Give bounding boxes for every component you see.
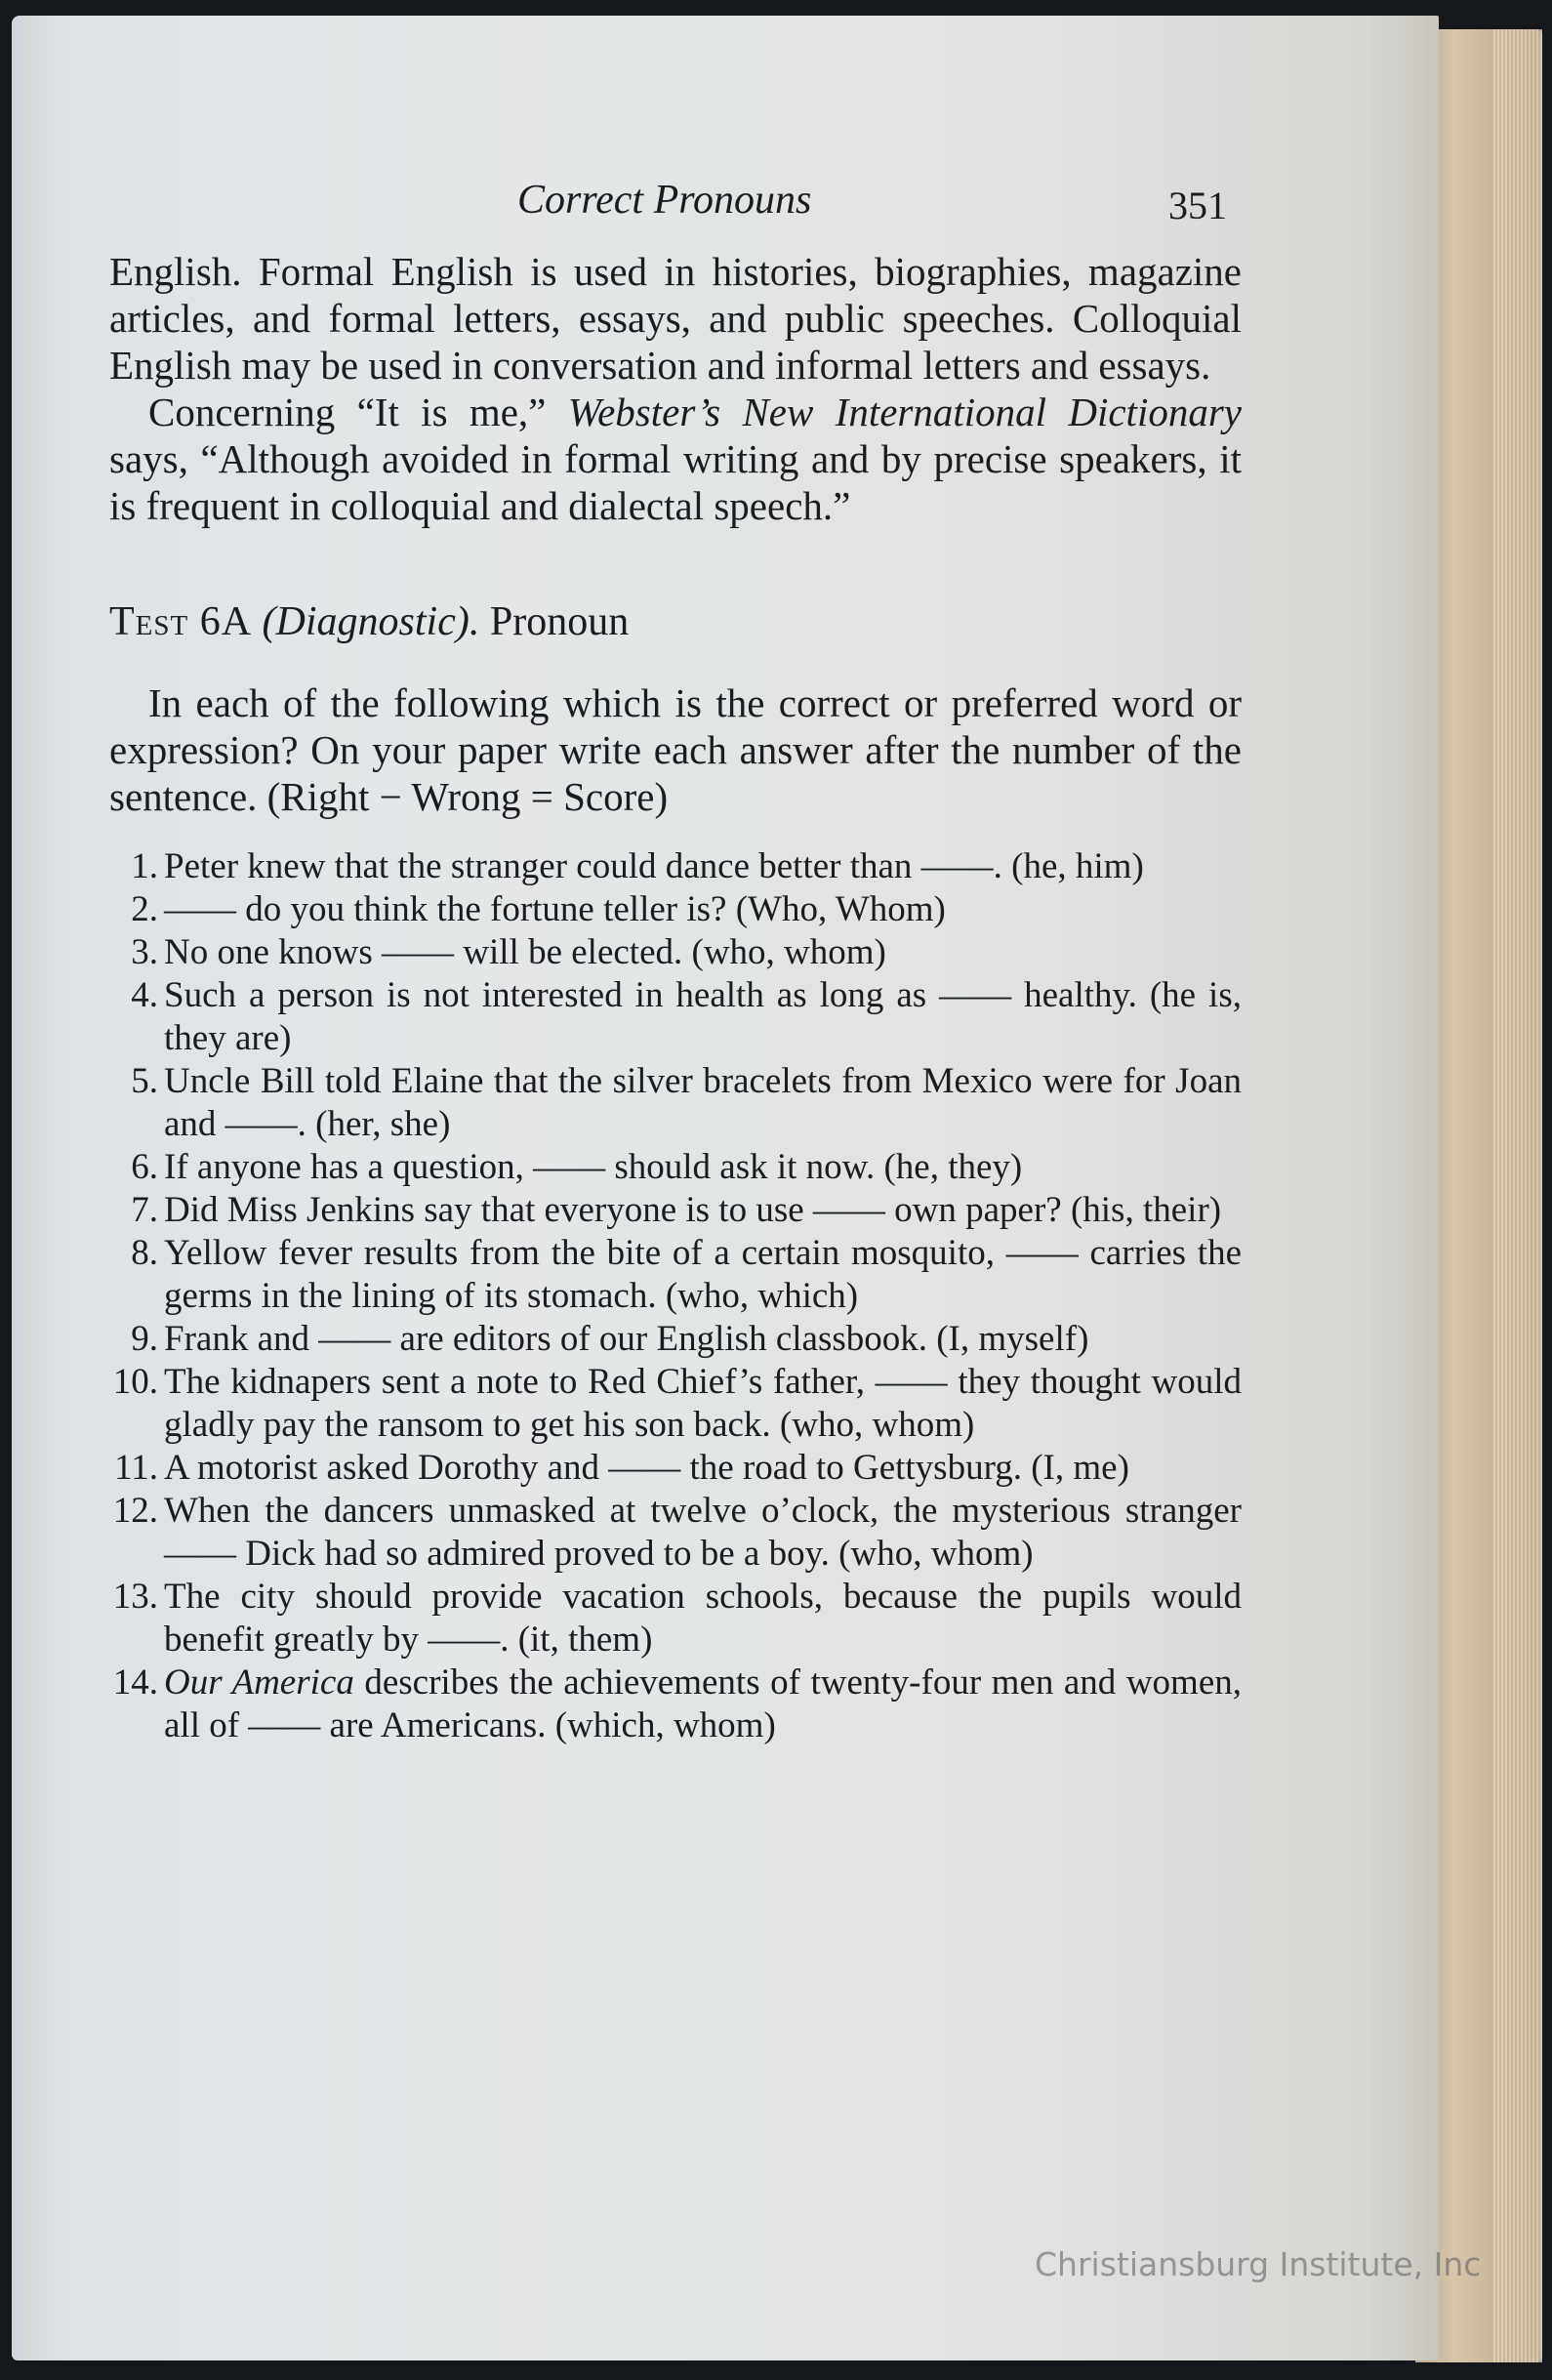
- exercise-item: [109, 1189, 1242, 1232]
- exercise-item: [109, 845, 1242, 888]
- paragraph-formal-english: English. Formal English is used in histories, biographies, magazine articles, and formal letters, essays, and public speeches. Colloquial English may be used in conversation and informal letters and essays.: [109, 249, 1242, 388]
- test-subject: Pronoun: [489, 599, 630, 644]
- item-number: 14.: [112, 1662, 158, 1703]
- test-label: Test 6A: [109, 599, 253, 644]
- item-text: The city should provide vacation schools, because the pupils would benefit greatly by ——. (it, them): [164, 1577, 1242, 1660]
- item-text: The kidnapers sent a note to Red Chief’s father, —— they thought would gladly pay the ransom to get his son back. (who, whom): [164, 1362, 1242, 1445]
- quote-text-start: Concerning “It is me,”: [148, 390, 568, 434]
- item-text: When the dancers unmasked at twelve o’clock, the mysterious stranger —— Dick had so admired proved to be a boy. (who, whom): [164, 1491, 1242, 1574]
- item-text: Frank and —— are editors of our English classbook. (I, myself): [164, 1319, 1089, 1359]
- exercise-item: [109, 1361, 1242, 1447]
- test-qualifier: (Diagnostic).: [262, 599, 480, 644]
- item-text: describes the achievements of twenty-four men and women, all of —— are Americans. (which, whom): [164, 1662, 1242, 1745]
- exercise-item: [109, 974, 1242, 1060]
- item-text: —— do you think the fortune teller is? (Who, Whom): [164, 889, 946, 929]
- exercise-item: [109, 1146, 1242, 1189]
- item-number: 13.: [112, 1577, 158, 1617]
- item-number: 5.: [131, 1061, 158, 1101]
- item-number: 6.: [131, 1147, 158, 1187]
- exercise-item: [109, 1232, 1242, 1318]
- item-text: If anyone has a question, —— should ask it now. (he, they): [164, 1147, 1023, 1187]
- item-text: Yellow fever results from the bite of a certain mosquito, —— carries the germs in the lining of its stomach. (who, which): [164, 1233, 1242, 1316]
- exercise-item: [109, 931, 1242, 974]
- paragraph-webster-quote: [109, 389, 1242, 529]
- running-head: [12, 177, 1439, 226]
- exercise-item: [109, 1447, 1242, 1490]
- item-text: Such a person is not interested in health as long as —— healthy. (he is, they are): [164, 975, 1242, 1058]
- item-number: 2.: [131, 889, 158, 929]
- item-text: No one knows —— will be elected. (who, whom): [164, 932, 886, 972]
- item-text: Uncle Bill told Elaine that the silver bracelets from Mexico were for Joan and ——. (her, she): [164, 1061, 1242, 1144]
- item-number: 1.: [131, 846, 158, 886]
- item-number: 4.: [131, 975, 158, 1015]
- item-number: 3.: [131, 932, 158, 972]
- page-number: 351: [1168, 184, 1227, 227]
- page-content: [109, 248, 1242, 1747]
- item-number: 9.: [131, 1319, 158, 1359]
- exercise-item: [109, 888, 1242, 931]
- book-page: [12, 16, 1439, 2360]
- exercise-item: [109, 1662, 1242, 1747]
- running-title: Correct Pronouns: [517, 178, 812, 223]
- exercise-item: [109, 1490, 1242, 1576]
- item-number: 12.: [112, 1491, 158, 1531]
- item-number: 11.: [114, 1448, 158, 1488]
- exercise-item: [109, 1060, 1242, 1146]
- item-text: Peter knew that the stranger could dance better than ——. (he, him): [164, 846, 1144, 886]
- item-number: 7.: [131, 1190, 158, 1230]
- test-instructions: In each of the following which is the correct or preferred word or expression? On your paper write each answer after the number of the sentence. (Right − Wrong = Score): [109, 680, 1242, 819]
- watermark: Christiansburg Institute, Inc: [1035, 2245, 1482, 2283]
- quote-text-end: says, “Although avoided in formal writing and by precise speakers, it is frequent in colloquial and dialectal speech.”: [109, 436, 1242, 528]
- item-text: A motorist asked Dorothy and —— the road to Gettysburg. (I, me): [164, 1448, 1129, 1488]
- exercise-item: [109, 1576, 1242, 1662]
- test-heading: [109, 597, 1242, 646]
- dictionary-title: Webster’s New International Dictionary: [567, 390, 1242, 434]
- item-number: 8.: [131, 1233, 158, 1273]
- exercise-item: [109, 1318, 1242, 1361]
- exercise-list: [109, 845, 1242, 1747]
- item-number: 10.: [112, 1362, 158, 1402]
- book-title: Our America: [164, 1662, 354, 1703]
- item-text: Did Miss Jenkins say that everyone is to use —— own paper? (his, their): [164, 1190, 1222, 1230]
